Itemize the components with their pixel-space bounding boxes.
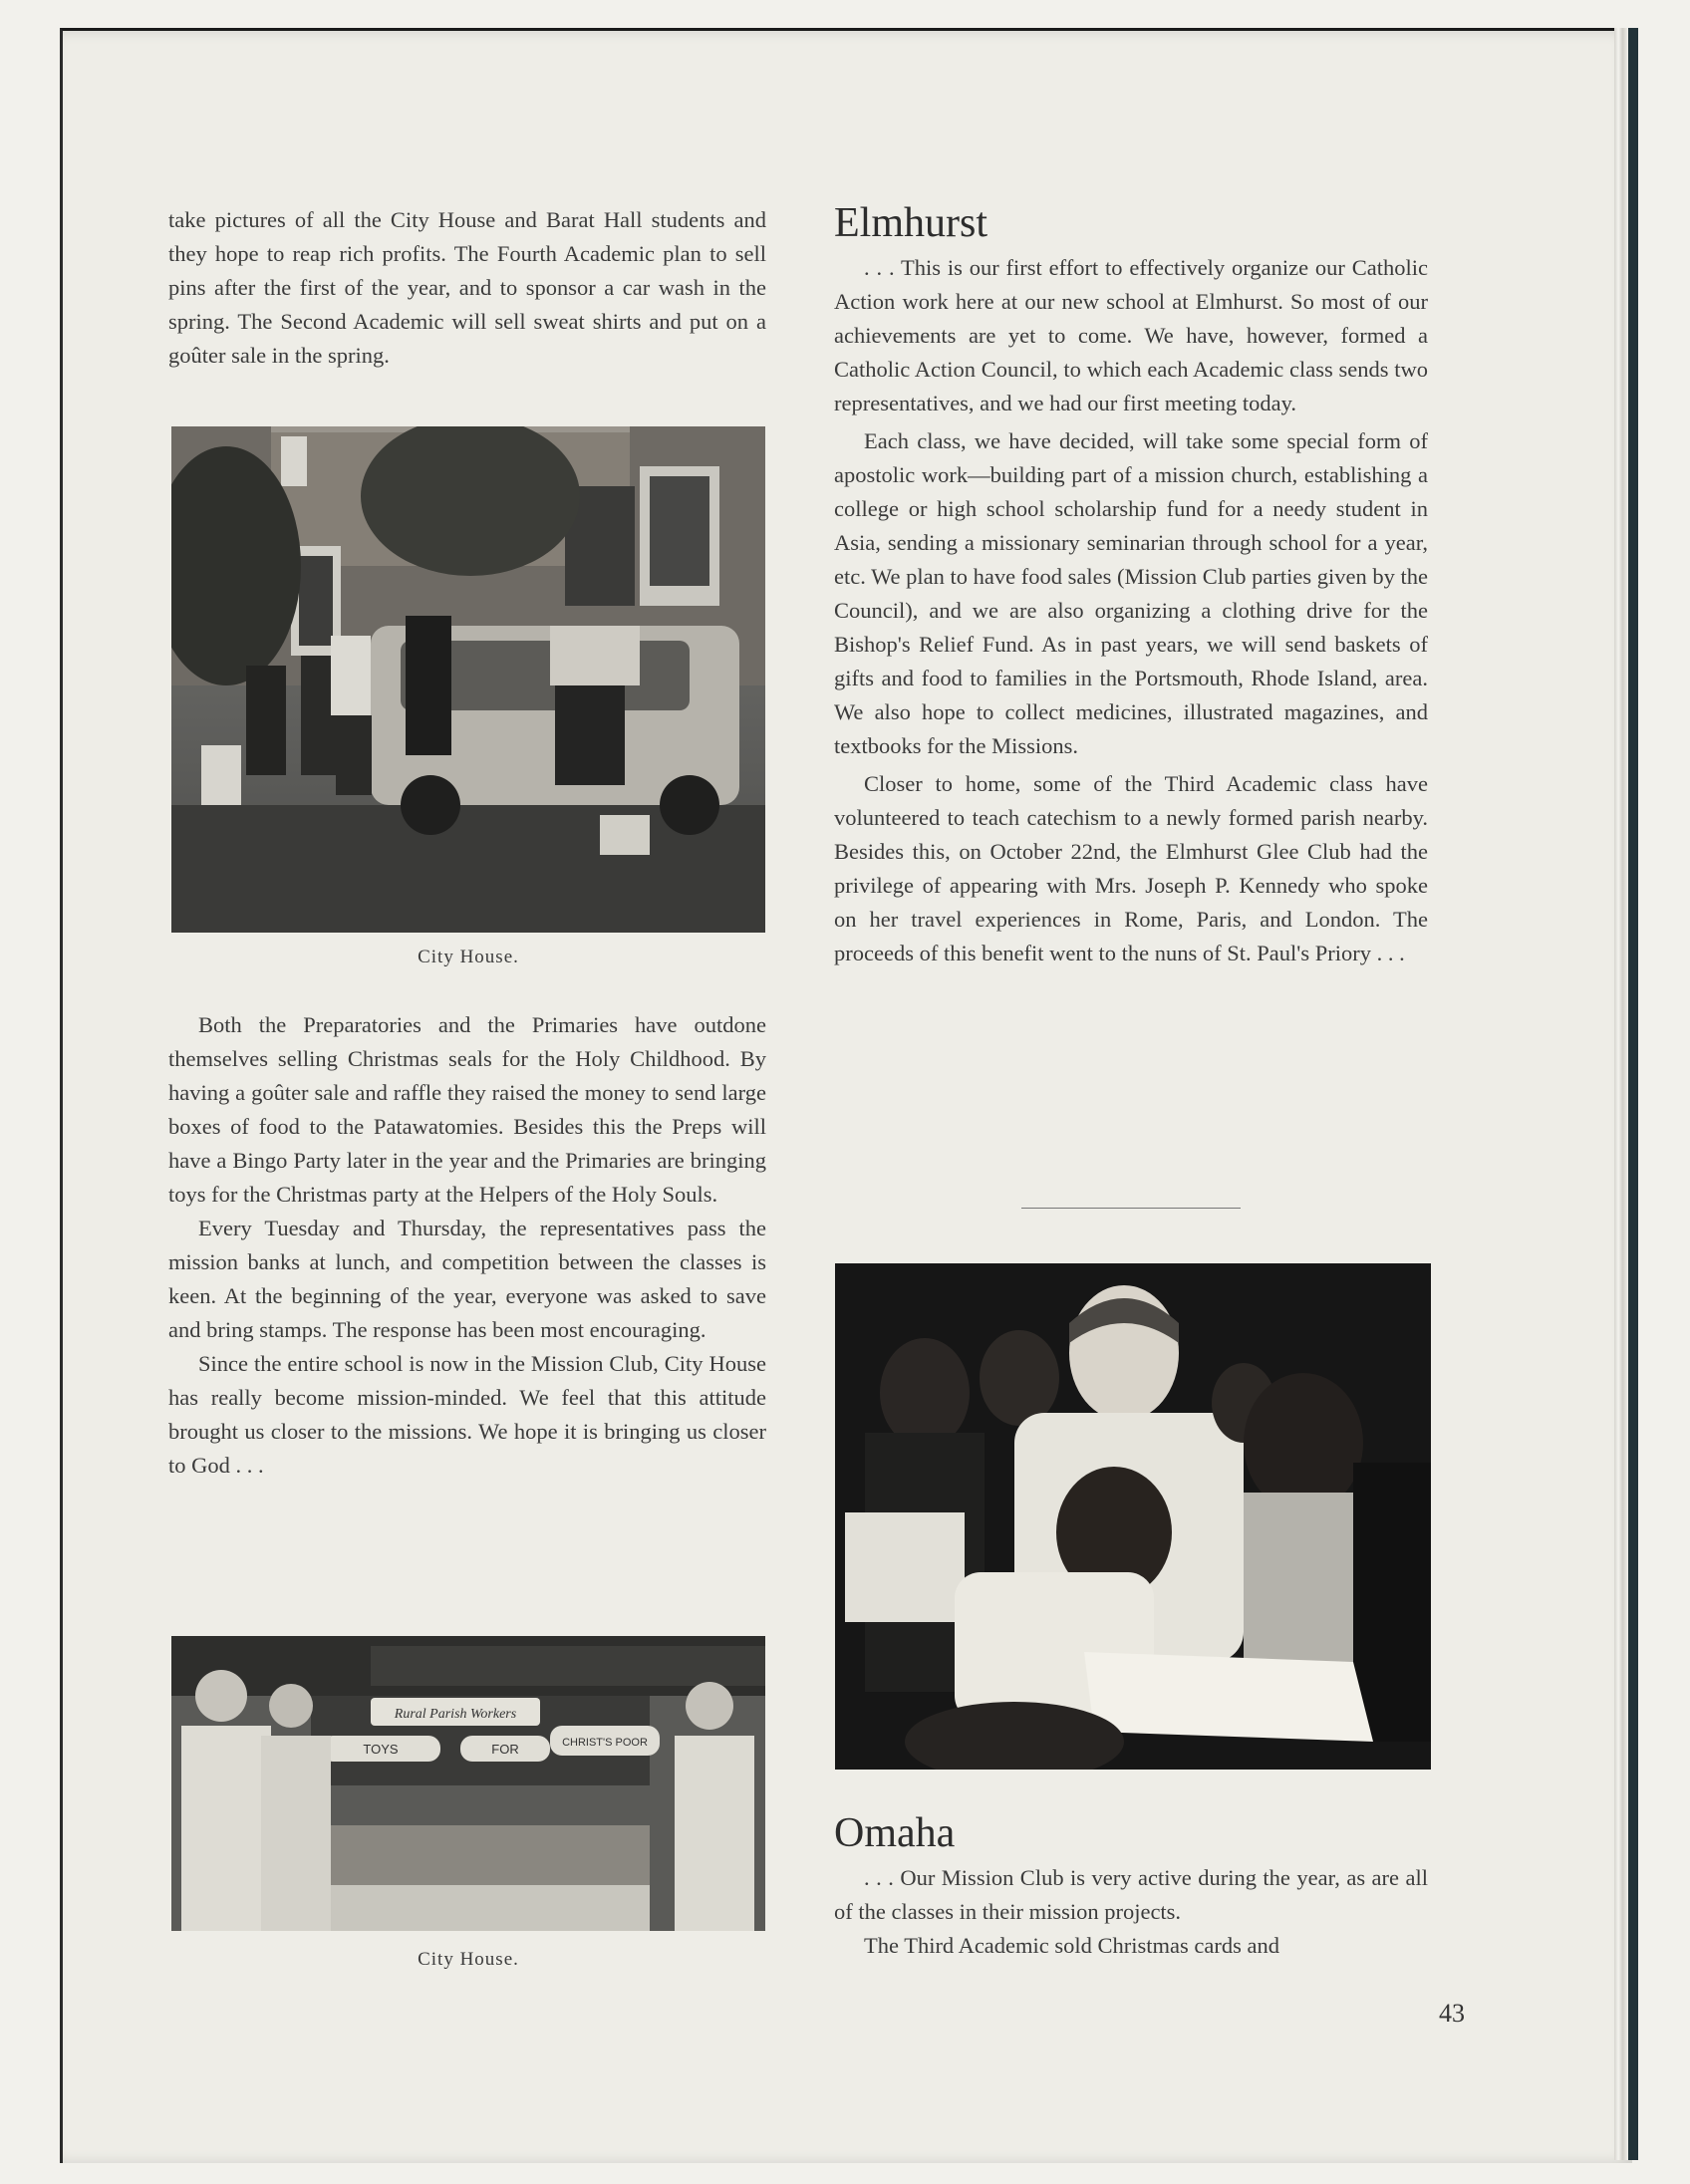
left-paragraph-2: Both the Preparatories and the Primaries have outdone themselves selling Christmas seals for the Holy Childhood. By having a goûter sale and raffle they raised the money to send large boxes of food to the Patawatomies. Besides this the Preps will have a Bingo Party later in the year and the Primaries are bringing toys for the Christmas party at the Helpers of the Holy Souls. xyxy=(168,1012,766,1207)
left-column xyxy=(168,203,766,373)
left-paragraph-3: Every Tuesday and Thursday, the representatives pass the mission banks at lunch, and competition between the classes is keen. At the beginning of the year, everyone was asked to save and bring stamps. The response has been most encouraging. xyxy=(168,1216,766,1342)
elmhurst-paragraph-1: . . . This is our first effort to effectively organize our Catholic Action work here at our new school at Elmhurst. So most of our achievements are yet to come. We have, however, formed a Catholic Action Council, to which each Academic class sends two representatives, and we had our first meeting today. xyxy=(834,255,1428,415)
toy-drive-banner-mid: FOR xyxy=(491,1742,519,1757)
book-spine xyxy=(1628,28,1638,2160)
page-edge xyxy=(1638,28,1690,2160)
page-number: 43 xyxy=(1439,1999,1465,2028)
omaha-paragraph-2: The Third Academic sold Christmas cards and xyxy=(864,1933,1279,1958)
toy-drive-photo xyxy=(171,1636,765,1931)
elmhurst-paragraph-2: Each class, we have decided, will take some special form of apostolic work—building part of a mission church, establishing a college or high school scholarship fund for a needy student in Asia, sending a missionary seminarian through school for a year, etc. We plan to have food sales (Mission Club parties given by the Council), and we are also organizing a clothing drive for the Bishop's Relief Fund. As in past years, we will send baskets of gifts and food to families in the Portsmouth, Rhode Island, area. We also hope to collect medicines, illustrated magazines, and textbooks for the Missions. xyxy=(834,428,1428,758)
omaha-paragraph-1: . . . Our Mission Club is very active during the year, as are all of the classes in their mission projects. xyxy=(834,1865,1428,1924)
right-column xyxy=(834,199,1428,970)
toy-drive-caption: City House. xyxy=(418,1949,519,1970)
page-binding xyxy=(1614,28,1628,2160)
car-wash-caption: City House. xyxy=(418,947,519,967)
toy-drive-banner-left: TOYS xyxy=(363,1742,399,1757)
elmhurst-heading: Elmhurst xyxy=(834,200,987,246)
left-paragraph-4: Since the entire school is now in the Mission Club, City House has really become mission-minded. We feel that this attitude brought us closer to the missions. We hope it is bringing us closer to God . . . xyxy=(168,1351,766,1478)
left-paragraph-1: take pictures of all the City House and Barat Hall students and they hope to reap rich profits. The Fourth Academic plan to sell pins after the first of the year, and to sponsor a car wash in the spring. The Second Academic will sell sweat shirts and put on a goûter sale in the spring. xyxy=(168,207,766,368)
left-column-continued xyxy=(168,1008,766,1483)
car-wash-photo xyxy=(171,426,765,933)
elmhurst-paragraph-3: Closer to home, some of the Third Academic class have volunteered to teach catechism to a newly formed parish nearby. Besides this, on October 22nd, the Elmhurst Glee Club had the privilege of appearing with Mrs. Joseph P. Kennedy who spoke on her travel experiences in Rome, Paris, and London. The proceeds of this benefit went to the nuns of St. Paul's Priory . . . xyxy=(834,771,1428,965)
toy-drive-sign-text: Rural Parish Workers xyxy=(394,1707,517,1722)
omaha-section xyxy=(834,1809,1428,1963)
toy-drive-banner-right: CHRIST'S POOR xyxy=(562,1737,648,1749)
section-divider xyxy=(1021,1208,1241,1209)
omaha-heading: Omaha xyxy=(834,1810,956,1856)
children-reading-photo xyxy=(835,1263,1431,1770)
